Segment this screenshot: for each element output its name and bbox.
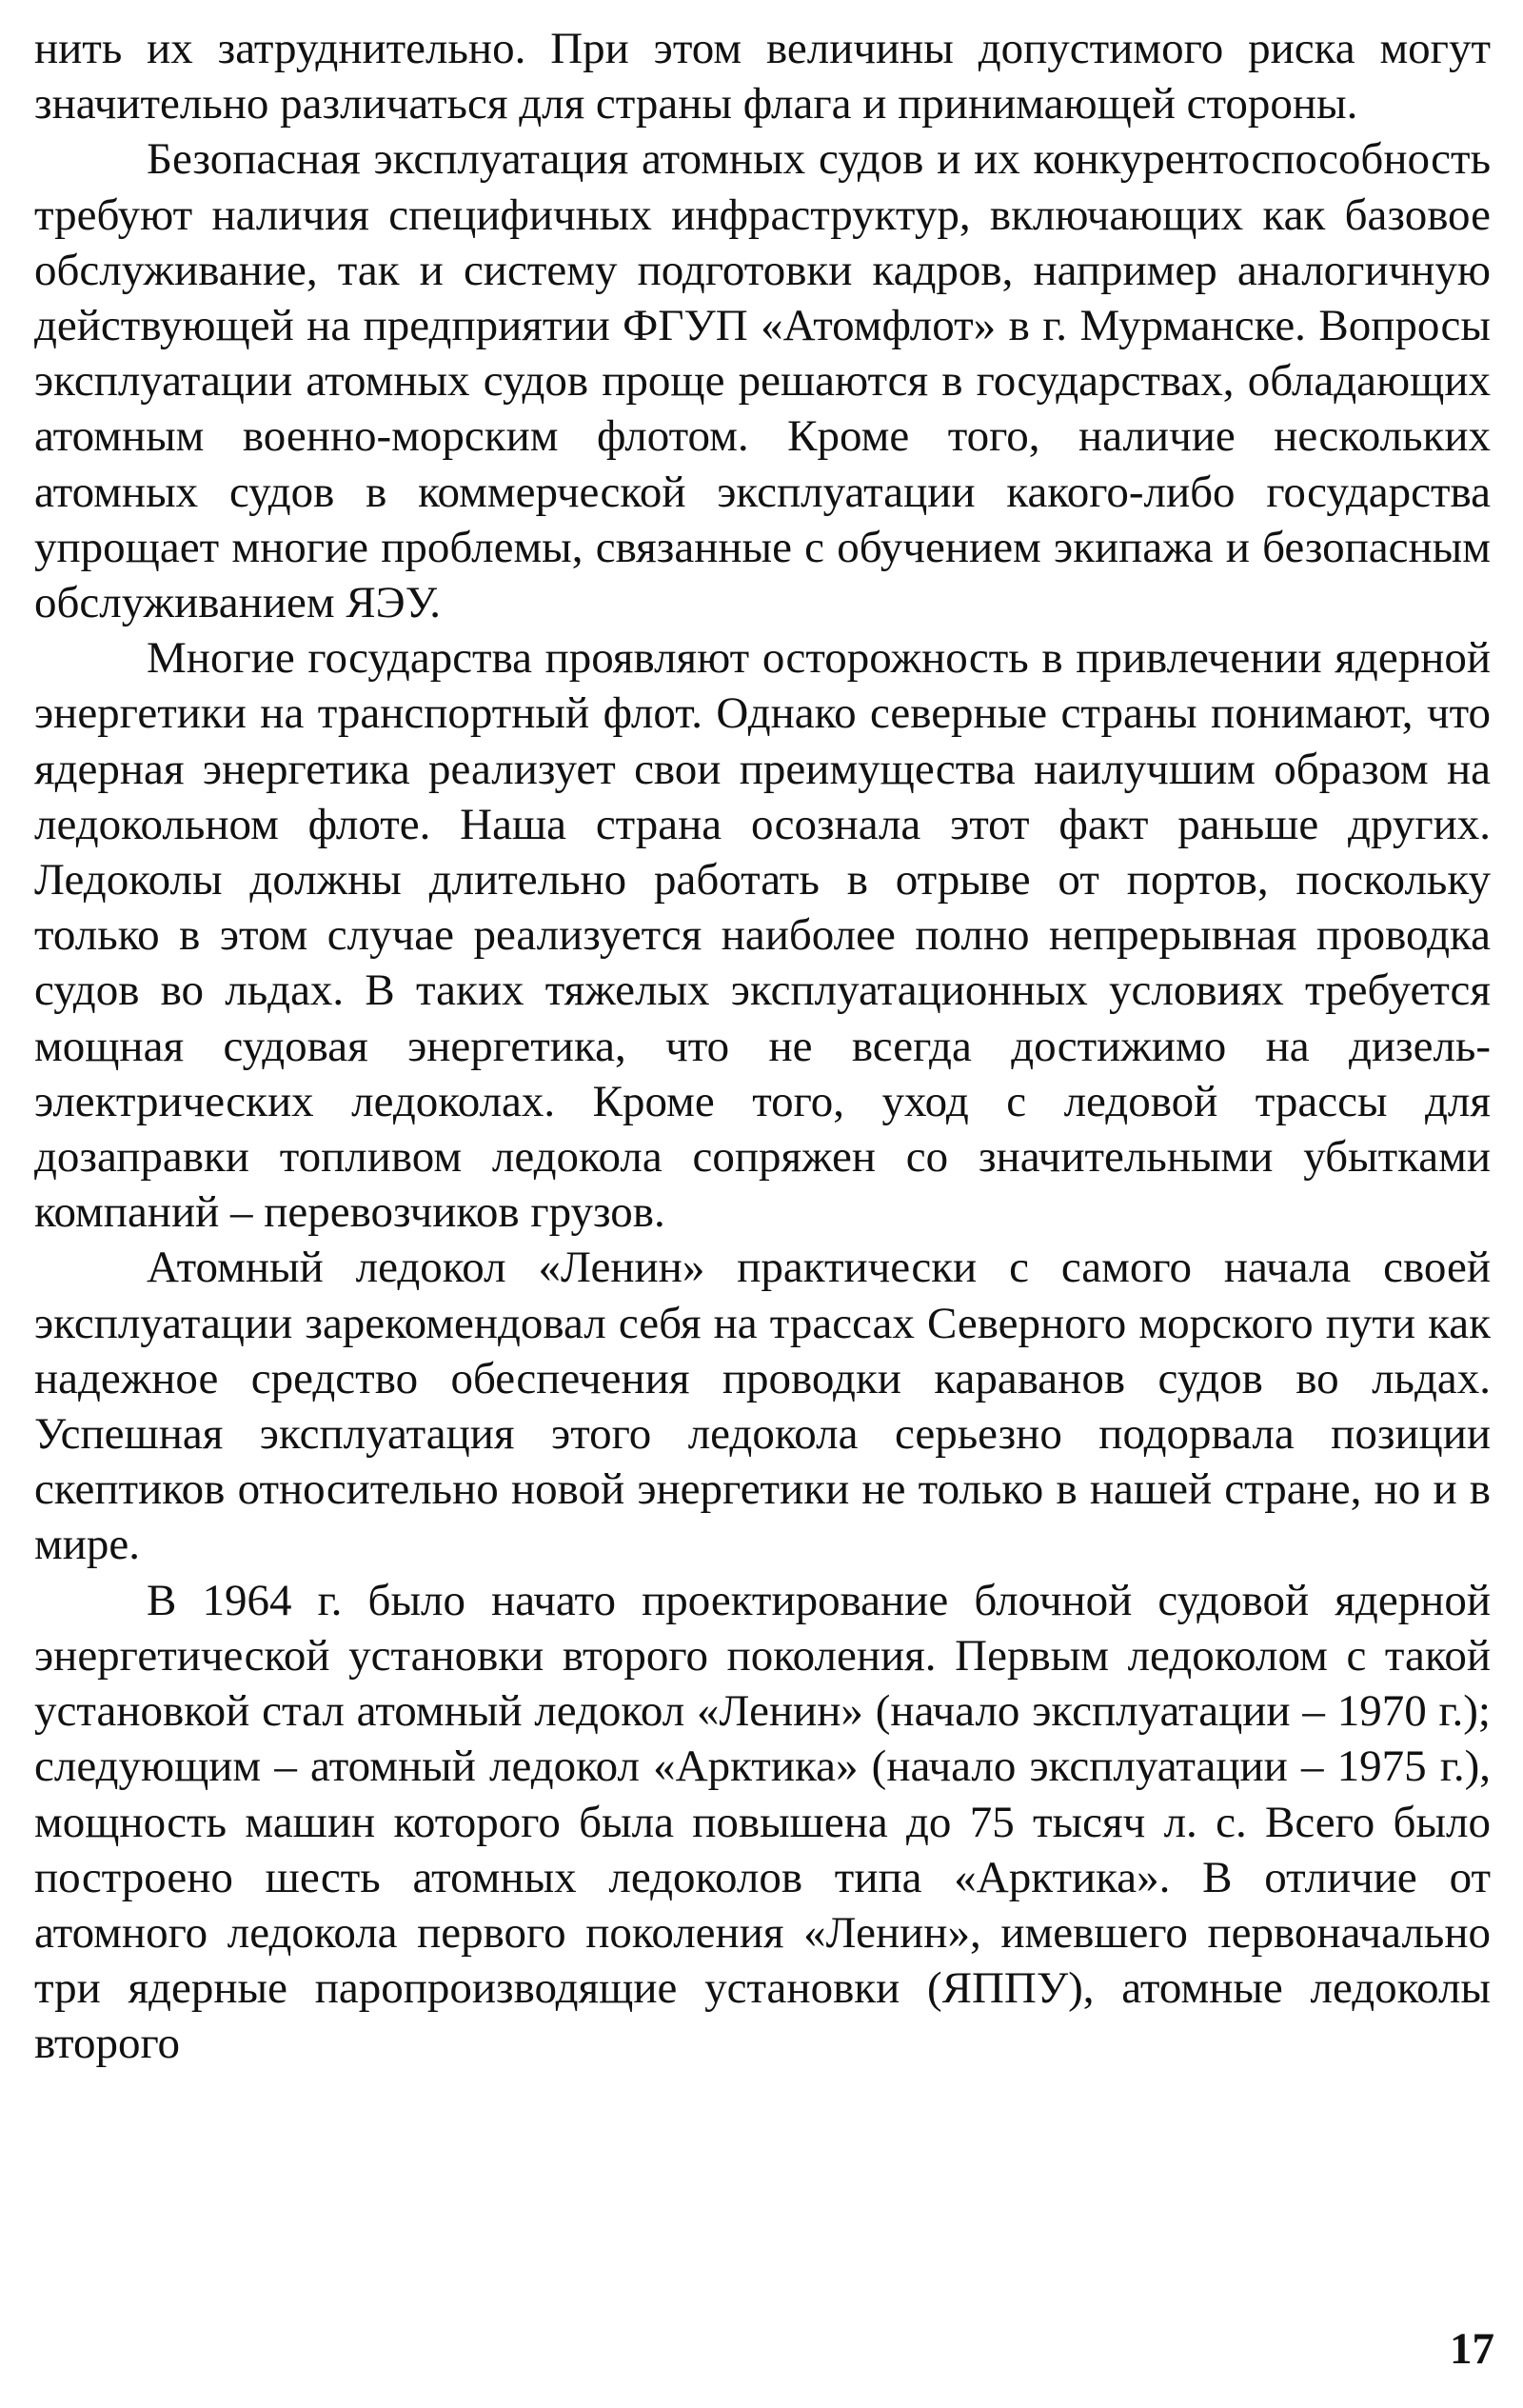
page-number: 17 [1450, 2324, 1494, 2374]
paragraph-4: Атомный ледокол «Ленин» практически с самого начала своей эксплуатации зарекомендовал себя на трассах Северного морского пути как надежное средство обеспечения проводки караванов судов во льдах. Успешная эксплуатация этого ледокола серьезно подорвала позиции скептиков относительно новой энергетики не только в нашей стране, но и в мире. [34, 1243, 1491, 1570]
paragraph-5: В 1964 г. было начато проектирование блочной судовой ядерной энергетической установки второго поколения. Первым ледоколом с такой установкой стал атомный ледокол «Ленин» (начало эксплуатации – 1970 г.); следующим – атомный ледокол «Арктика» (начало эксплуатации – 1975 г.), мощность машин которого была повышена до 75 тысяч л. с. Всего было построено шесть атомных ледоколов типа «Арктика». В отличие от атомного ледокола первого поколения «Ленин», имевшего первоначально три ядерные паропроизводящие установки (ЯППУ), атомные ледоколы второго [34, 1575, 1491, 2069]
paragraph-1: нить их затруднительно. При этом величины допустимого риска могут значительно различаться для страны флага и принимающей стороны. [34, 24, 1491, 129]
body-text [34, 21, 1491, 2072]
paragraph-2: Безопасная эксплуатация атомных судов и их конкурентоспособность требуют наличия специфичных инфраструктур, включающих как базовое обслуживание, так и систему подготовки кадров, например аналогичную действующей на предприятии ФГУП «Атомфлот» в г. Мурманске. Вопросы эксплуатации атомных судов проще решаются в государствах, обладающих атомным военно-морским флотом. Кроме того, наличие нескольких атомных судов в коммерческой эксплуатации какого-либо государства упрощает многие проблемы, связанные с обучением экипажа и безопасным обслуживанием ЯЭУ. [34, 134, 1491, 628]
paragraph-3: Многие государства проявляют осторожность в привлечении ядерной энергетики на транспортный флот. Однако северные страны понимают, что ядерная энергетика реализует свои преимущества наилучшим образом на ледокольном флоте. Наша страна осознала этот факт раньше других. Ледоколы должны длительно работать в отрыве от портов, поскольку только в этом случае реализуется наиболее полно непрерывная проводка судов во льдах. В таких тяжелых эксплуатационных условиях требуется мощная судовая энергетика, что не всегда достижимо на дизель-электрических ледоколах. Кроме того, уход с ледовой трассы для дозаправки топливом ледокола сопряжен со значительными убытками компаний – перевозчиков грузов. [34, 633, 1491, 1238]
